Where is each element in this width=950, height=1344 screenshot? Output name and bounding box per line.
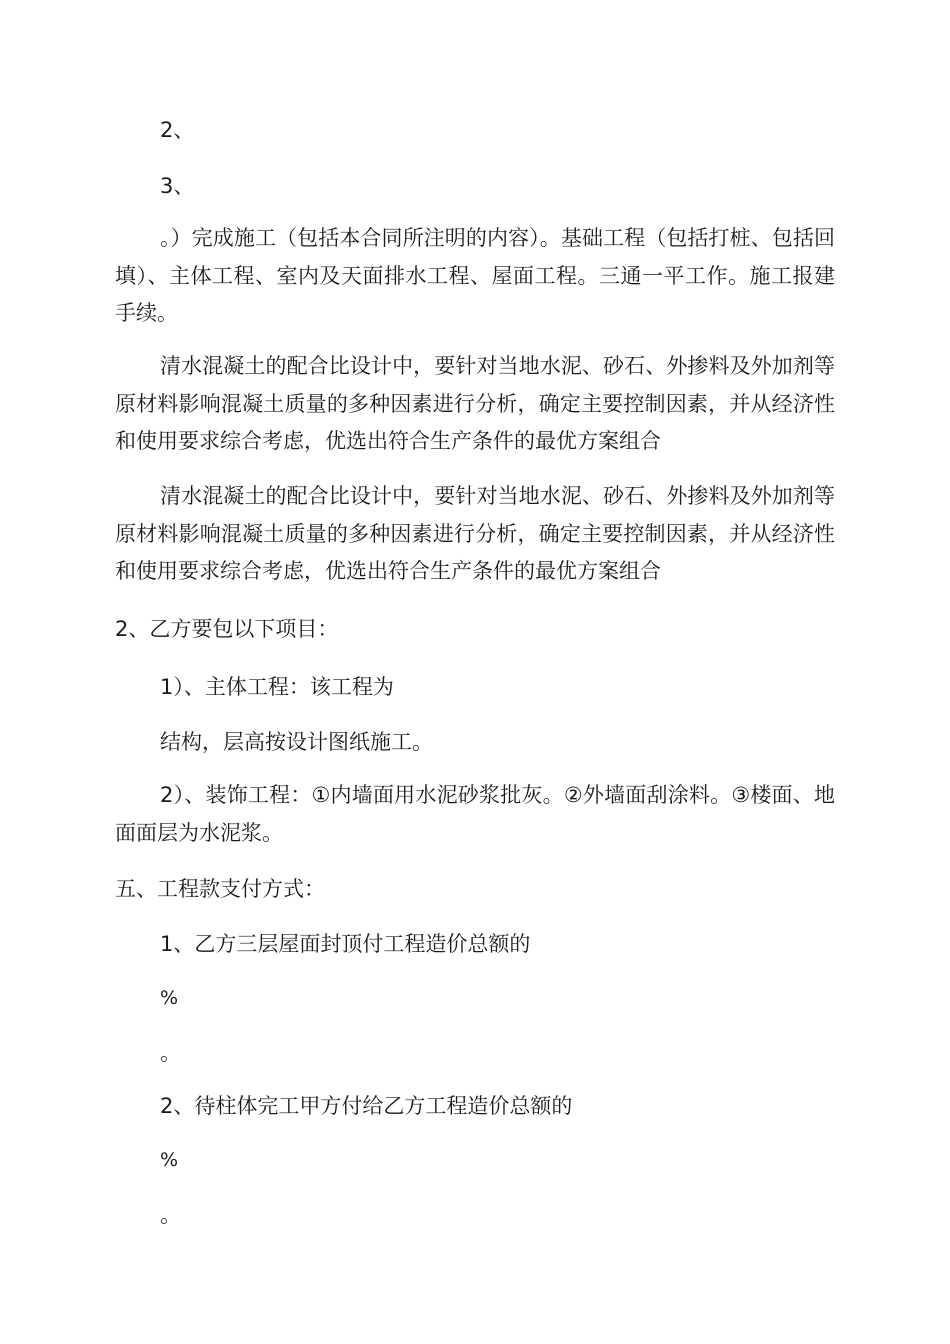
percent-mark-1: % [160,987,179,1009]
decoration-paragraph: 2）、装饰工程：①内墙面用水泥砂浆批灰。②外墙面刮涂料。③楼面、地面面层为水泥浆。 [115,783,835,845]
payment-term-1: 1、乙方三层屋面封顶付工程造价总额的 [160,932,531,956]
concrete-mix-paragraph-1: 清水混凝土的配合比设计中，要针对当地水泥、砂石、外掺料及外加剂等原材料影响混凝土质量的多种因素进行分析，确定主要控制因素，并从经济性和使用要求综合考虑，优选出符合生产条件的最优方案组合 [115,354,835,453]
concrete-mix-paragraph-2: 清水混凝土的配合比设计中，要针对当地水泥、砂石、外掺料及外加剂等原材料影响混凝土质量的多种因素进行分析，确定主要控制因素，并从经济性和使用要求综合考虑，优选出符合生产条件的最优方案组合 [115,484,835,583]
period-mark-1: 。 [160,1041,181,1065]
main-works-line: 1）、主体工程：该工程为 [160,675,394,699]
payment-term-2: 2、待柱体完工甲方付给乙方工程造价总额的 [160,1094,573,1118]
structure-line: 结构，层高按设计图纸施工。 [160,730,433,754]
item-2-number: 2、 [160,118,195,142]
period-mark-2: 。 [160,1203,181,1227]
construction-paragraph: 。）完成施工（包括本合同所注明的内容）。基础工程（包括打桩、包括回填）、主体工程、室内及天面排水工程、屋面工程。三通一平工作。施工报建手续。 [115,226,835,325]
party-b-items-heading: 2、乙方要包以下项目： [115,617,339,641]
payment-method-heading: 五、工程款支付方式： [115,877,325,901]
item-3-number: 3、 [160,174,195,198]
percent-mark-2: % [160,1149,179,1171]
